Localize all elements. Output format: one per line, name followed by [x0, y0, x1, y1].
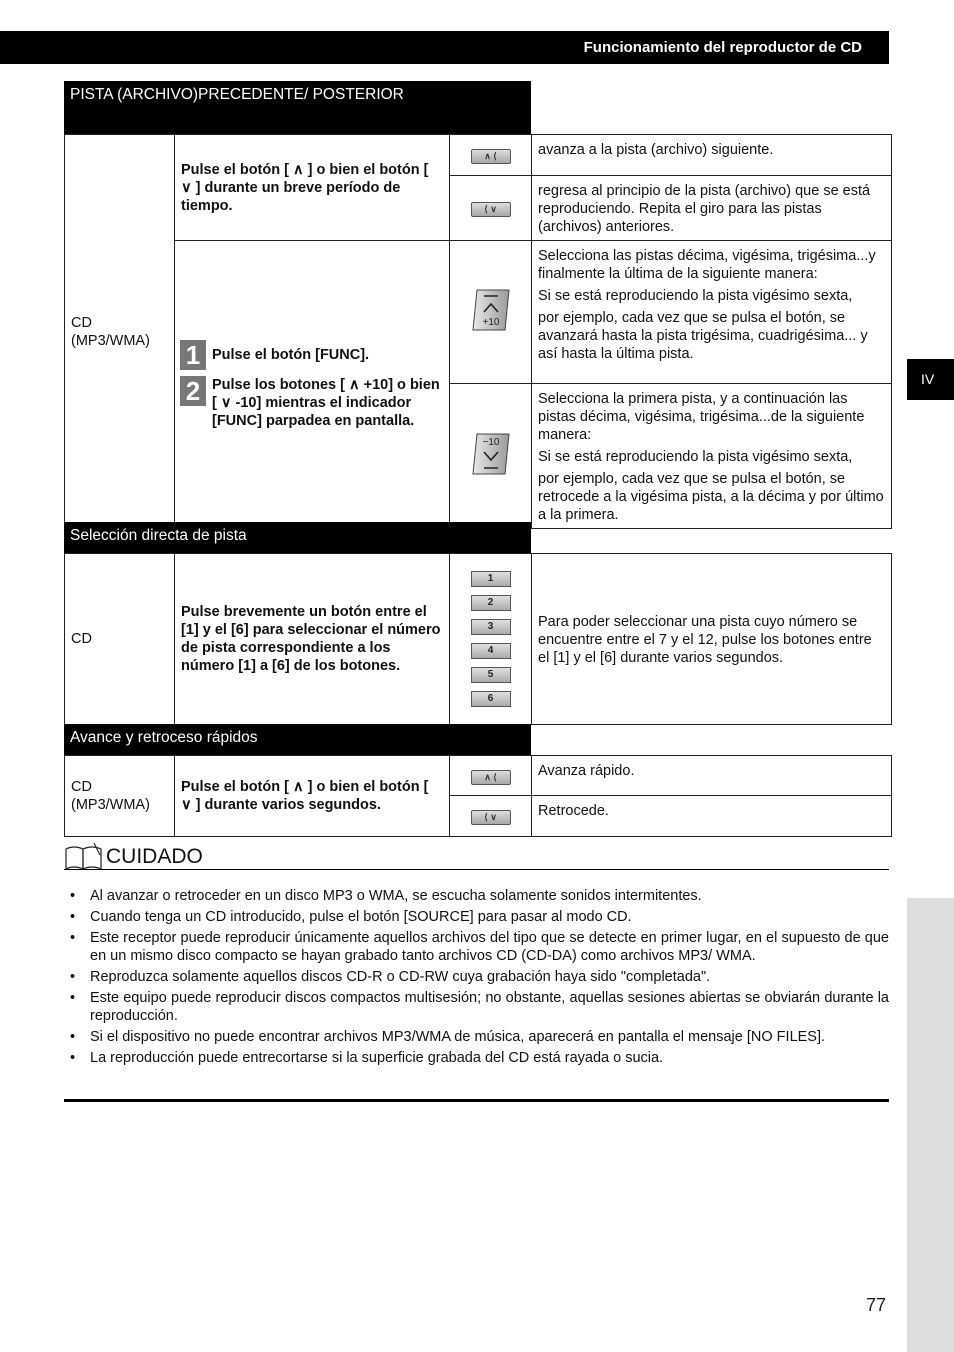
instruction-cell: Pulse el botón [ ∧ ] o bien el botón [ ∨ ] durante varios segundos. — [175, 756, 450, 837]
table-direct — [64, 553, 892, 725]
svg-text:+10: +10 — [482, 316, 499, 328]
minus10-key-icon — [471, 432, 511, 476]
chapter-tab — [907, 359, 954, 400]
step-1 — [181, 340, 443, 370]
preset-1-key-icon: 1 — [471, 571, 511, 587]
key-up-cell — [450, 756, 532, 796]
rewind-key-icon: ⟨ ∨ — [471, 810, 511, 825]
preset-6-key-icon: 6 — [471, 691, 511, 707]
caution-title: CUIDADO — [106, 845, 203, 868]
description-cell: Avanza rápido. — [532, 756, 892, 796]
minus10-key-cell — [450, 384, 532, 529]
number-keys-cell — [450, 554, 532, 725]
caution-heading — [64, 843, 889, 870]
preset-3-key-icon: 3 — [471, 619, 511, 635]
list-item: • Reproduzca solamente aquellos discos CD-R o CD-RW cuya grabación haya sido "completada". — [64, 968, 889, 986]
table-prev-next — [64, 134, 892, 529]
bottom-divider — [64, 1099, 889, 1102]
step-text: Pulse los botones [ ∧ +10] o bien [ ∨ -10] mientras el indicador [FUNC] parpadea en pantalla. — [212, 376, 440, 429]
svg-text:−10: −10 — [482, 436, 499, 448]
list-item: • Este receptor puede reproducir únicamente aquellos archivos del tipo que se detecte en primer lugar, en el supuesto de que en un mismo disco compacto se hayan grabado tanto archivos CD (CD-DA) como archivos MP3/ WMA. — [64, 929, 889, 965]
source-cell: CD (MP3/WMA) — [65, 135, 175, 529]
description-cell: Selecciona las pistas décima, vigésima, trigésima...y finalmente la última de la siguiente manera: Si se está reproduciendo la pista vigésimo sexta, por ejemplo, cada vez que se pulsa el botón, se avanzará hasta la pista trigésima, cuadrigésima... y así hasta la última pista. — [532, 241, 892, 384]
step-2 — [181, 376, 443, 430]
preset-2-key-icon: 2 — [471, 595, 511, 611]
list-item: • Este equipo puede reproducir discos compactos multisesión; no obstante, aquellas sesiones abiertas se obviarán durante la reproducción. — [64, 989, 889, 1025]
preset-4-key-icon: 4 — [471, 643, 511, 659]
table-fast — [64, 755, 892, 837]
step-number: 2 — [180, 376, 206, 406]
book-icon — [64, 841, 104, 871]
preset-5-key-icon: 5 — [471, 667, 511, 683]
step-text: Pulse el botón [FUNC]. — [212, 346, 370, 363]
plus10-key-icon — [471, 288, 511, 332]
track-down-key-icon: ⟨ ∨ — [471, 202, 511, 217]
section-header-fast: Avance y retroceso rápidos — [64, 724, 531, 755]
steps-cell — [175, 241, 450, 529]
header-bar — [0, 31, 889, 64]
caution-list — [64, 887, 889, 1070]
sidebar-decoration — [907, 898, 954, 1352]
list-item: • Al avanzar o retroceder en un disco MP3 o WMA, se escucha solamente sonidos intermitentes. — [64, 887, 889, 905]
fast-forward-key-icon: ∧ ⟨ — [471, 770, 511, 785]
description-cell: Selecciona la primera pista, y a continuación las pistas décima, vigésima, trigésima...de la siguiente manera: Si se está reproduciendo la pista vigésimo sexta, por ejemplo, cada vez que se pulsa el botón, se retrocede a la vigésima pista, a la décima y por último a la primera. — [532, 384, 892, 529]
chapter-tab-label: IV — [921, 371, 935, 387]
description-cell: avanza a la pista (archivo) siguiente. — [532, 135, 892, 176]
step-number: 1 — [180, 340, 206, 370]
page-number: 77 — [866, 1295, 887, 1315]
track-up-key-icon: ∧ ⟨ — [471, 149, 511, 164]
key-down-cell — [450, 176, 532, 241]
list-item: • Cuando tenga un CD introducido, pulse el botón [SOURCE] para pasar al modo CD. — [64, 908, 889, 926]
list-item: • Si el dispositivo no puede encontrar archivos MP3/WMA de música, aparecerá en pantalla el mensaje [NO FILES]. — [64, 1028, 889, 1046]
source-cell: CD — [65, 554, 175, 725]
description-cell: Para poder seleccionar una pista cuyo número se encuentre entre el 7 y el 12, pulse los botones entre el [1] y el [6] durante varios segundos. — [532, 554, 892, 725]
description-cell: Retrocede. — [532, 796, 892, 837]
key-up-cell — [450, 135, 532, 176]
source-cell: CD (MP3/WMA) — [65, 756, 175, 837]
list-item: • La reproducción puede entrecortarse si la superficie grabada del CD está rayada o sucia. — [64, 1049, 889, 1067]
description-cell: regresa al principio de la pista (archivo) que se está reproduciendo. Repita el giro para las pistas (archivos) anteriores. — [532, 176, 892, 241]
plus10-key-cell — [450, 241, 532, 384]
key-down-cell — [450, 796, 532, 837]
section-header-prev-next: PISTA (ARCHIVO)PRECEDENTE/ POSTERIOR — [64, 81, 531, 134]
instruction-cell: Pulse el botón [ ∧ ] o bien el botón [ ∨ ] durante un breve período de tiempo. — [175, 135, 450, 241]
instruction-cell: Pulse brevemente un botón entre el [1] y el [6] para seleccionar el número de pista correspondiente a los número [1] a [6] de los botones. — [175, 554, 450, 725]
section-header-direct: Selección directa de pista — [64, 522, 531, 553]
header-title: Funcionamiento del reproductor de CD — [583, 39, 862, 56]
